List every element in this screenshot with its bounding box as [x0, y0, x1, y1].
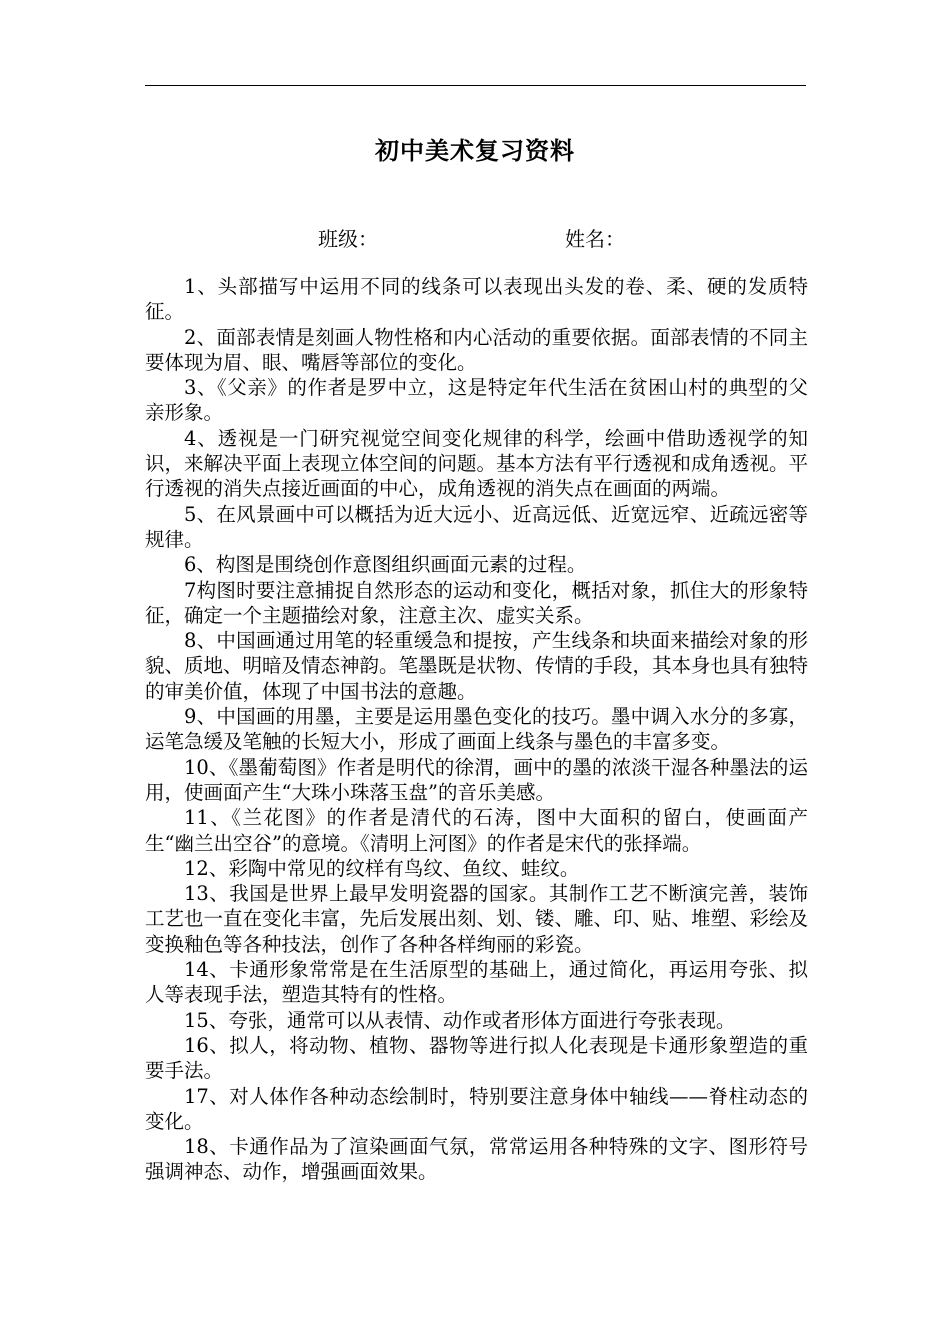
paragraph: 15、夸张，通常可以从表情、动作或者形体方面进行夸张表现。 — [184, 1008, 736, 1032]
review-content — [145, 274, 808, 1185]
paragraph: 4、透视是一门研究视觉空间变化规律的科学，绘画中借助透视学的知识，来解决平面上表现立体空间的问题。基本方法有平行透视和成角透视。平行透视的消失点接近画面的中心，成角透视的消失点在画面的两端。 — [145, 426, 809, 501]
paragraph: 9、中国画的用墨，主要是运用墨色变化的技巧。墨中调入水分的多寡，运笔急缓及笔触的长短大小，形成了画面上线条与墨色的丰富多变。 — [145, 705, 808, 754]
class-label: 班级： — [318, 227, 378, 251]
paragraph: 2、面部表情是刻画人物性格和内心活动的重要依据。面部表情的不同主要体现为眉、眼、嘴唇等部位的变化。 — [145, 325, 808, 374]
name-label: 姓名： — [565, 227, 625, 251]
paragraph: 3、《父亲》的作者是罗中立，这是特定年代生活在贫困山村的典型的父亲形象。 — [145, 376, 808, 425]
paragraph: 8、中国画通过用笔的轻重缓急和提按，产生线条和块面来描绘对象的形貌、质地、明暗及情态神韵。笔墨既是状物、传情的手段，其本身也具有独特的审美价值，体现了中国书法的意趣。 — [145, 629, 809, 703]
paragraph: 10、《墨葡萄图》作者是明代的徐渭，画中的墨的浓淡干湿各种墨法的运用，使画面产生“大珠小珠落玉盘”的音乐美感。 — [145, 755, 808, 804]
paragraph: 11、《兰花图》的作者是清代的石涛，图中大面积的留白，使画面产生“幽兰出空谷”的意境。《清明上河图》的作者是宋代的张择端。 — [145, 806, 808, 855]
header-rule — [145, 85, 806, 86]
paragraph: 12、彩陶中常见的纹样有鸟纹、鱼纹、蛙纹。 — [184, 856, 580, 880]
student-info-row — [0, 224, 950, 254]
paragraph: 5、在风景画中可以概括为近大远小、近高远低、近宽远窄、近疏远密等规律。 — [145, 502, 808, 551]
paragraph: 7构图时要注意捕捉自然形态的运动和变化，概括对象，抓住大的形象特征，确定一个主题描绘对象，注意主次、虚实关系。 — [145, 578, 808, 627]
page-title: 初中美术复习资料 — [375, 136, 575, 165]
paragraph: 16、拟人，将动物、植物、器物等进行拟人化表现是卡通形象塑造的重要手法。 — [145, 1033, 808, 1083]
paragraph: 14、卡通形象常常是在生活原型的基础上，通过简化，再运用夸张、拟人等表现手法，塑造其特有的性格。 — [145, 958, 808, 1007]
paragraph: 6、构图是围绕创作意图组织画面元素的过程。 — [184, 553, 587, 577]
paragraph: 1、头部描写中运用不同的线条可以表现出头发的卷、柔、硬的发质特征。 — [145, 275, 808, 324]
paragraph: 18、卡通作品为了渲染画面气氛，常常运用各种特殊的文字、图形符号强调神态、动作，增强画面效果。 — [145, 1135, 808, 1184]
paragraph: 13、我国是世界上最早发明瓷器的国家。其制作工艺不断演完善，装饰工艺也一直在变化丰富，先后发展出刻、划、镂、雕、印、贴、堆塑、彩绘及变换釉色等各种技法，创作了各种各样绚丽的彩瓷。 — [145, 882, 809, 956]
paragraph: 17、对人体作各种动态绘制时，特别要注意身体中轴线——脊柱动态的变化。 — [145, 1084, 808, 1133]
